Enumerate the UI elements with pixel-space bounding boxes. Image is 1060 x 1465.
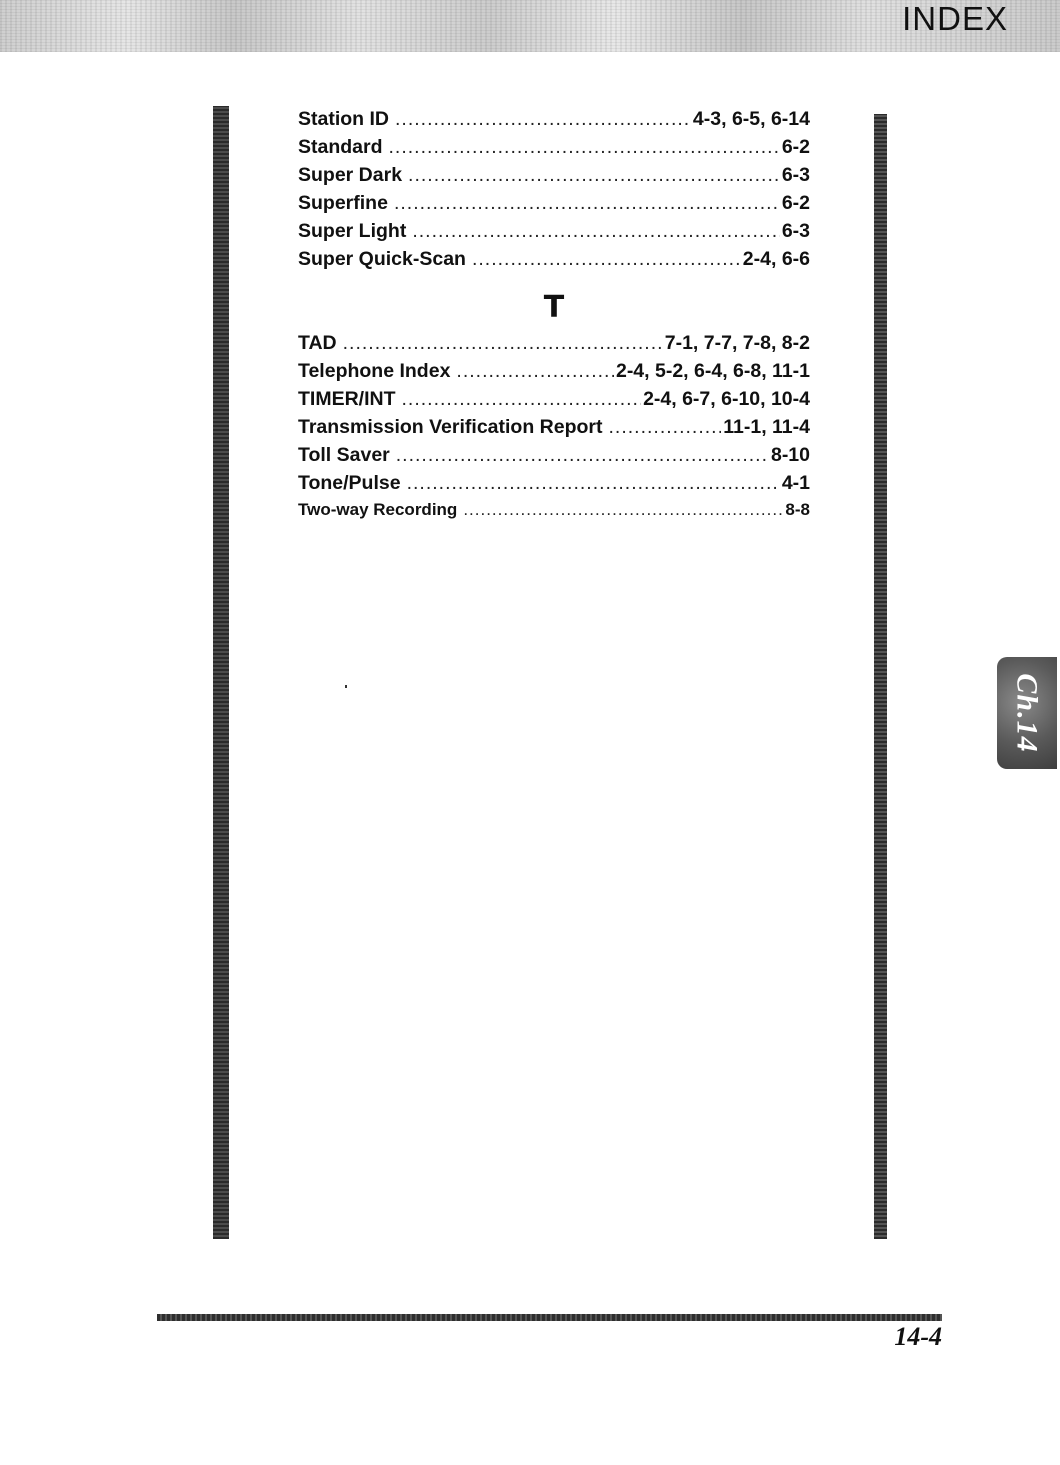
- index-term: Super Light: [298, 220, 407, 242]
- index-pages: 7-1, 7-7, 7-8, 8-2: [664, 332, 810, 354]
- dot-leader: [609, 416, 722, 439]
- index-list: [298, 108, 810, 528]
- index-term: Superfine: [298, 192, 388, 214]
- section-letter: T: [543, 290, 565, 325]
- index-entry: [298, 500, 810, 528]
- index-term: TIMER/INT: [298, 388, 396, 410]
- dot-leader: [456, 360, 614, 383]
- dot-leader: [394, 192, 780, 215]
- index-entry: [298, 360, 810, 388]
- index-entry: [298, 248, 810, 276]
- index-entry: [298, 444, 810, 472]
- index-term: Tone/Pulse: [298, 472, 401, 494]
- index-entry: [298, 220, 810, 248]
- index-pages: 4-1: [781, 472, 810, 494]
- index-entry: [298, 108, 810, 136]
- right-margin-bar: [874, 114, 887, 1239]
- index-term: TAD: [298, 332, 337, 354]
- index-term: Transmission Verification Report: [298, 416, 603, 438]
- dot-leader: [412, 220, 779, 243]
- index-group-s: [298, 108, 810, 276]
- index-pages: 8-10: [770, 444, 810, 466]
- index-term: Two-way Recording: [298, 500, 458, 519]
- index-term: Standard: [298, 136, 383, 158]
- index-term: Station ID: [298, 108, 389, 130]
- dot-leader: [396, 444, 769, 467]
- index-term: Super Quick-Scan: [298, 248, 466, 270]
- index-pages: 6-3: [781, 164, 810, 186]
- page-title: INDEX: [902, 0, 1008, 37]
- index-pages: 11-1, 11-4: [723, 416, 810, 438]
- index-pages: 6-2: [781, 136, 810, 158]
- index-entry: [298, 388, 810, 416]
- page-number: 14-4: [894, 1322, 942, 1351]
- dot-leader: [402, 388, 642, 411]
- dot-leader: [343, 332, 663, 355]
- index-entry: [298, 192, 810, 220]
- footer-rule: [157, 1314, 942, 1321]
- index-pages: 6-3: [781, 220, 810, 242]
- index-pages: 2-4, 6-7, 6-10, 10-4: [643, 388, 810, 410]
- index-group-t: [298, 278, 810, 528]
- scan-speck: [345, 685, 347, 688]
- dot-leader: [389, 136, 780, 159]
- index-entry: [298, 164, 810, 192]
- index-term: Super Dark: [298, 164, 403, 186]
- dot-leader: [407, 472, 780, 495]
- dot-leader: [395, 108, 691, 131]
- index-entry: [298, 472, 810, 500]
- index-pages: 8-8: [785, 500, 810, 519]
- dot-leader: [463, 500, 783, 520]
- index-term: Toll Saver: [298, 444, 390, 466]
- index-entry: [298, 416, 810, 444]
- dot-leader: [408, 164, 780, 187]
- chapter-tab: [997, 657, 1057, 769]
- left-margin-bar: [213, 106, 229, 1239]
- index-pages: 6-2: [781, 192, 810, 214]
- index-term: Telephone Index: [298, 360, 451, 382]
- index-pages: 2-4, 6-6: [742, 248, 810, 270]
- index-pages: 2-4, 5-2, 6-4, 6-8, 11-1: [615, 360, 810, 382]
- dot-leader: [472, 248, 741, 271]
- chapter-tab-label: Ch.14: [1011, 673, 1045, 753]
- index-entry: [298, 136, 810, 164]
- index-pages: 4-3, 6-5, 6-14: [692, 108, 810, 130]
- index-entry: [298, 332, 810, 360]
- header-band: [0, 0, 1060, 52]
